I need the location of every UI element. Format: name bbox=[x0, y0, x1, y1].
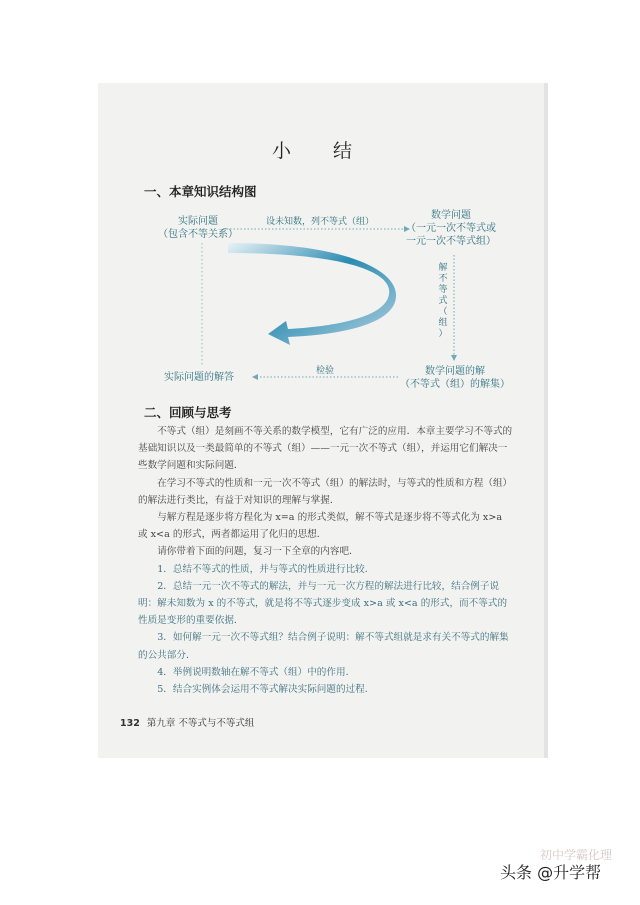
top-arrow-label: 设未知数，列不等式（组） bbox=[266, 217, 375, 227]
actual-answer-box: 实际问题的解答 bbox=[164, 372, 234, 383]
bottom-arrow-head bbox=[252, 374, 258, 380]
page-number: 132 bbox=[120, 718, 140, 729]
paragraph: 与解方程是逐步将方程化为 x=a 的形式类似，解不等式是逐步将不等式化为 x>a 或 x<a 的形式，两者都运用了化归的思想． bbox=[138, 512, 503, 541]
question-item: 5．结合实例体会运用不等式解决实际问题的过程． bbox=[157, 684, 375, 696]
cycle-arc-arrow bbox=[228, 243, 396, 345]
page-footer bbox=[120, 715, 254, 729]
section-heading-review: 二、回顾与思考 bbox=[144, 405, 232, 420]
actual-problem-box: 实际问题 （包含不等关系） bbox=[158, 216, 238, 240]
page-title: 小 结 bbox=[271, 140, 371, 162]
paragraph: 不等式（组）是刻画不等关系的数学模型，它有广泛的应用．本章主要学习不等式的基础知识以及一类最简单的不等式（组）——一元一次不等式（组），并运用它们解决一些数学问题和实际问题． bbox=[138, 426, 513, 472]
right-arrow-label: 解 不 等 式 （ 组 ） bbox=[438, 263, 448, 339]
right-arrow-head bbox=[451, 355, 457, 361]
textbook-page bbox=[98, 83, 548, 758]
section-heading-structure: 一、本章知识结构图 bbox=[144, 184, 257, 199]
question-item: 1．总结不等式的性质，并与等式的性质进行比较． bbox=[157, 563, 375, 575]
math-problem-box: 数学问题 （一元一次不等式或 一元一次不等式组） bbox=[406, 210, 496, 247]
paragraph: 请你带着下面的问题，复习一下全章的内容吧． bbox=[157, 546, 359, 558]
paragraph: 在学习不等式的性质和一元一次不等式（组）的解法时，与等式的性质和方程（组）的解法进行类比，有益于对知识的理解与掌握． bbox=[138, 477, 513, 506]
question-item: 2．总结一元一次不等式的解法，并与一元一次方程的解法进行比较，结合例子说明：解未知数为 x 的不等式，就是将不等式逐步变成 x>a 或 x<a 的形式，而不等式的性质是变形的重要依据． bbox=[138, 580, 508, 627]
ghost-watermark: 初中学霸化理 bbox=[540, 848, 613, 862]
question-item: 4．举例说明数轴在解不等式（组）中的作用． bbox=[157, 666, 356, 678]
question-item: 3．如何解一元一次不等式组？结合例子说明：解不等式组就是求有关不等式的解集的公共部分． bbox=[138, 632, 509, 661]
math-solution-box: 数学问题的解 （不等式（组）的解集） bbox=[400, 366, 510, 390]
review-body bbox=[138, 423, 514, 698]
chapter-title: 第九章 不等式与不等式组 bbox=[146, 718, 255, 729]
bottom-arrow-label: 检验 bbox=[316, 366, 335, 376]
source-watermark: 头条 @升学帮 bbox=[500, 863, 602, 882]
